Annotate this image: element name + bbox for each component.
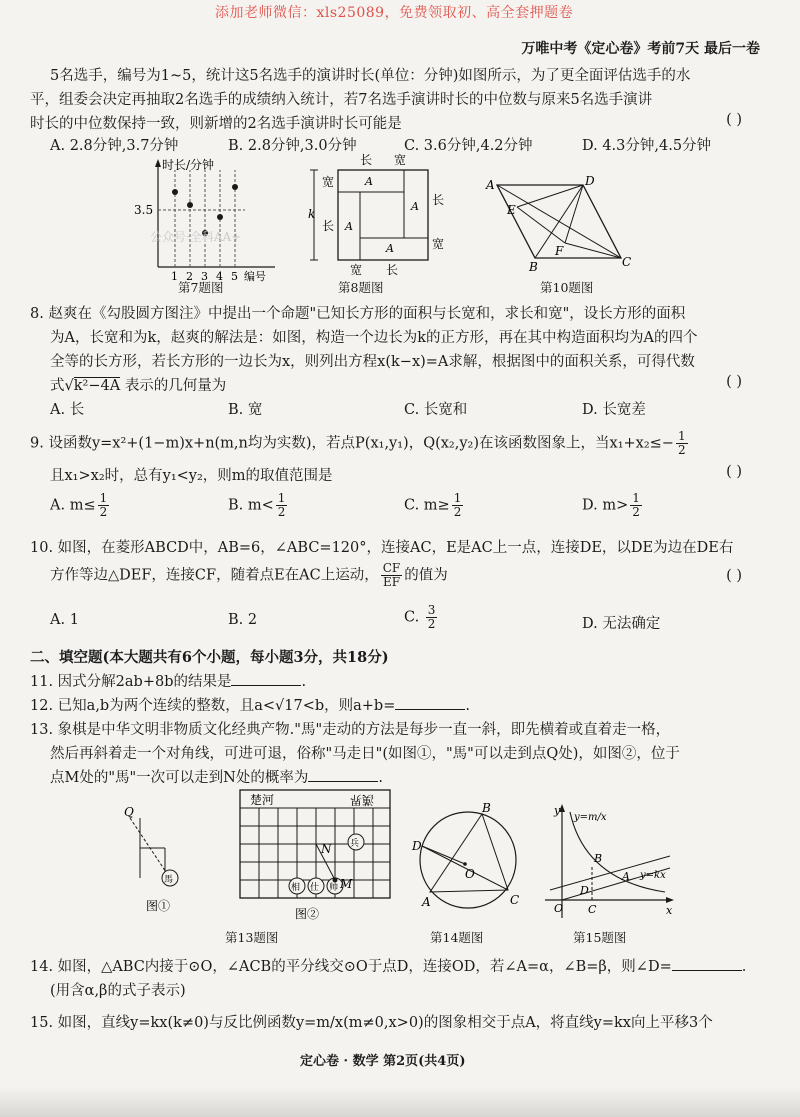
fig15-label-d: D — [580, 884, 589, 897]
q11: 11. 因式分解2ab+8b的结果是 . — [30, 674, 307, 690]
page-header: 万唯中考《定心卷》考前7天 最后一卷 — [521, 41, 760, 57]
fig8-a-top: A — [365, 175, 373, 188]
q8-option-a: A. 长 — [50, 402, 85, 418]
fig8-bottom-long: 长 — [386, 263, 399, 275]
q8-line3: 全等的长方形，若长方形的一边长为x，则列出方程x(k−x)=A求解，根据图中的面积关系，可得代数 — [50, 354, 695, 370]
q9-option-a-num: 1 — [99, 491, 108, 505]
fig14-caption: 第14题图 — [430, 930, 484, 945]
q7-option-a: A. 2.8分钟,3.7分钟 — [50, 138, 179, 154]
fig13-river-left: 楚河 — [250, 793, 275, 807]
q10-line2-post: 的值为 — [404, 567, 448, 584]
q9-option-a — [50, 492, 111, 519]
q7-option-d: D. 4.3分钟,4.5分钟 — [582, 138, 712, 154]
q8-line4-pre: 式 — [50, 378, 65, 394]
fig8-top-wide: 宽 — [394, 153, 407, 167]
fig13-river-right: 漢界 — [349, 793, 374, 807]
q13-line1: 13. 象棋是中华文明非物质文化经典产物."馬"走动的方法是每步一直一斜，即先横着或直着走一格， — [30, 722, 671, 738]
fig8-left-wide: 宽 — [322, 175, 335, 189]
section-2-heading: 二、填空题(本大题共有6个小题，每小题3分，共18分) — [30, 649, 389, 666]
q14-line2: (用含α,β的式子表示) — [50, 983, 186, 999]
q14-line1: 14. 如图，△ABC内接于⊙O，∠ACB的平分线交⊙O于点D，连接OD，若∠A=α，∠B=β，则∠D= . — [30, 959, 747, 975]
fig14-circle-diagram — [410, 800, 530, 925]
fig15-label-a: A — [622, 870, 630, 883]
fig13-caption: 第13题图 — [225, 930, 279, 945]
q10-frac-den: EF — [382, 575, 401, 589]
q13-answer-blank[interactable] — [308, 769, 378, 782]
q9-line1-text: 9. 设函数y=x²+(1−m)x+n(m,n均为实数)，若点P(x₁,y₁)，Q(x₂,y₂)在该函数图象上，当x₁+x₂≤− — [30, 435, 674, 452]
q13-line2: 然后再斜着走一个对角线，可进可退，俗称"马走日"(如图①，"馬"可以走到点Q处)，如图②，位于 — [50, 746, 680, 762]
q9-option-b-den: 2 — [277, 505, 286, 519]
q13-line3: 点M处的"馬"一次可以走到N处的概率为 . — [50, 770, 383, 786]
fig10-label-c: C — [622, 255, 632, 269]
q7-option-c: C. 3.6分钟,4.2分钟 — [404, 138, 533, 154]
q9-answer-paren: ( ) — [726, 464, 742, 480]
page-footer: 定心卷 · 数学 第2页(共4页) — [300, 1054, 466, 1069]
fig13-label-m: M — [340, 877, 353, 891]
q9-option-a-den: 2 — [99, 505, 108, 519]
q8-line4-post: 表示的几何量为 — [124, 378, 227, 394]
q11-answer-blank[interactable] — [231, 673, 301, 686]
fig8-left-long: 长 — [322, 219, 335, 233]
fig15-caption: 第15题图 — [573, 930, 627, 945]
q12-text: 12. 已知a,b为两个连续的整数，且a<√17<b，则a+b= — [30, 698, 396, 714]
fig8-right-long: 长 — [432, 193, 445, 207]
q11-text: 11. 因式分解2ab+8b的结果是 — [30, 674, 232, 690]
fig15-axis-x: x — [666, 904, 673, 917]
watermark-top: 添加老师微信：xls25089，免费领取初、高全套押题卷 — [215, 5, 574, 21]
q10-option-c-text: C. — [404, 609, 424, 626]
q7-answer-paren: ( ) — [726, 112, 742, 128]
fig10-rhombus-diagram — [483, 170, 643, 275]
q10-line2-text: 方作等边△DEF，连接CF，随着点E在AC上运动， — [50, 567, 379, 584]
q14-answer-blank[interactable] — [672, 958, 742, 971]
q10-frac-num: CF — [382, 561, 401, 575]
fig8-top-long: 长 — [360, 153, 373, 167]
q10-option-c — [404, 604, 439, 631]
q8-option-b: B. 宽 — [228, 402, 263, 418]
fig7-median-chart — [130, 155, 280, 285]
fig15-label-o: O — [554, 902, 564, 915]
fig7-xtick-4: 4 — [216, 270, 223, 283]
q10-line1: 10. 如图，在菱形ABCD中，AB=6，∠ABC=120°，连接AC，E是AC上一点，连接DE，以DE为边在DE右 — [30, 540, 734, 556]
fig10-label-b: B — [529, 260, 538, 274]
q9-option-b — [228, 492, 289, 519]
q9-frac-num: 1 — [677, 429, 686, 443]
q7-line1: 5名选手，编号为1~5，统计这5名选手的演讲时长(单位：分钟)如图所示，为了更全面评估选手的水 — [50, 68, 691, 84]
fig13-horse-1: 馬 — [164, 875, 174, 885]
q9-option-d — [582, 492, 644, 519]
fig14-label-d: D — [412, 839, 422, 853]
q9-option-b-num: 1 — [277, 491, 286, 505]
fig7-xlabel: 编号 — [244, 270, 266, 283]
q9-option-c-text: C. m≥ — [404, 497, 450, 514]
fig8-square-diagram — [298, 150, 448, 275]
q9-option-b-text: B. m< — [228, 497, 274, 514]
q10-option-c-den: 2 — [427, 617, 436, 631]
ghost-watermark: 公众号·全科AA+ — [150, 230, 242, 244]
q8-line4 — [50, 374, 226, 395]
fig15-line-label: y=kx — [640, 870, 666, 881]
fig7-xtick-5: 5 — [231, 270, 238, 283]
q9-option-a-text: A. m≤ — [50, 497, 96, 514]
q10-answer-paren: ( ) — [726, 568, 742, 584]
scan-shadow — [0, 1087, 800, 1117]
fig14-label-c: C — [510, 893, 520, 907]
q9-option-d-den: 2 — [632, 505, 640, 519]
q12-post: . — [465, 698, 470, 714]
fig7-caption: 第7题图 — [178, 280, 224, 295]
fig14-label-a: A — [422, 895, 431, 909]
q7-line3: 时长的中位数保持一致，则新增的2名选手演讲时长可能是 — [30, 116, 402, 132]
fig7-ylabel: 时长/分钟 — [162, 158, 215, 172]
q13-line3-text: 点M处的"馬"一次可以走到N处的概率为 — [50, 770, 309, 786]
fig10-label-a: A — [486, 178, 495, 192]
q9-option-d-text: D. m> — [582, 497, 629, 514]
q9-line1 — [30, 430, 690, 457]
q9-option-c-num: 1 — [453, 491, 462, 505]
q9-option-c — [404, 492, 465, 519]
q12-answer-blank[interactable] — [395, 697, 465, 710]
fig15-label-b: B — [594, 852, 603, 865]
fig14-label-b: B — [482, 801, 491, 815]
sqrt-sign: √ — [64, 378, 74, 394]
fig8-a-right: A — [411, 200, 419, 213]
fig15-axis-y: y — [554, 804, 561, 817]
fig10-caption: 第10题图 — [540, 280, 594, 295]
fig10-label-f: F — [555, 244, 564, 258]
fig13-chess-diagram — [110, 788, 410, 928]
fig8-caption: 第8题图 — [338, 280, 384, 295]
q9-option-d-num: 1 — [632, 491, 640, 505]
q10-option-d: D. 无法确定 — [582, 616, 661, 632]
fig8-a-bottom: A — [386, 242, 394, 255]
fig7-xtick-1: 1 — [171, 270, 178, 283]
q8-sqrt-radicand: k²−4A — [73, 378, 121, 394]
fig13-shi: 仕 — [310, 883, 320, 893]
fig15-function-graph — [540, 800, 680, 925]
fig10-label-d: D — [585, 174, 595, 188]
fig13-cap2: 图② — [295, 907, 320, 921]
q9-option-c-den: 2 — [453, 505, 462, 519]
fig13-shuai: 帅 — [329, 883, 339, 893]
q8-answer-paren: ( ) — [726, 374, 742, 390]
fig13-xiang: 相 — [291, 883, 301, 893]
q7-option-b: B. 2.8分钟,3.0分钟 — [228, 138, 357, 154]
fig15-label-c: C — [588, 903, 597, 916]
fig8-k: k — [308, 207, 316, 221]
fig8-bottom-wide: 宽 — [350, 263, 363, 275]
fig10-label-e: E — [507, 203, 516, 217]
fig7-xtick-3: 3 — [201, 270, 208, 283]
q8-option-d: D. 长宽差 — [582, 402, 646, 418]
q10-option-b: B. 2 — [228, 612, 258, 628]
q9-frac-den: 2 — [677, 443, 686, 457]
q10-option-a: A. 1 — [50, 612, 79, 628]
fig8-a-left: A — [345, 220, 353, 233]
fig13-label-n: N — [321, 842, 332, 856]
q9-fraction — [676, 430, 688, 457]
q10-option-c-num: 3 — [427, 603, 436, 617]
q8-line2: 为A，长宽和为k，赵爽的解法是：如图，构造一个边长为k的正方形，再在其中构造面积均为A的四个 — [50, 330, 698, 346]
fig7-xtick-2: 2 — [186, 270, 193, 283]
q8-line1: 8. 赵爽在《勾股圆方图注》中提出一个命题"已知长方形的面积与长宽和，求长和宽"，设长方形的面积 — [30, 306, 686, 322]
fig13-label-q: Q — [124, 805, 134, 819]
q12 — [30, 694, 470, 715]
q9-line2: 且x₁>x₂时，总有y₁<y₂，则m的取值范围是 — [50, 468, 333, 484]
q7-line2: 平，组委会决定再抽取2名选手的成绩纳入统计，若7名选手演讲时长的中位数与原来5名选手演讲 — [30, 92, 653, 108]
fig15-curve-label: y=m/x — [574, 812, 607, 823]
fig13-cap1: 图① — [146, 899, 171, 913]
fig8-right-wide: 宽 — [432, 237, 445, 251]
fig14-label-o: O — [465, 867, 475, 881]
q15-line1: 15. 如图，直线y=kx(k≠0)与反比例函数y=m/x(m≠0,x>0)的图象相交于点A，将直线y=kx向上平移3个 — [30, 1015, 713, 1031]
fig7-ytick: 3.5 — [134, 203, 154, 217]
fig13-bing: 兵 — [350, 839, 360, 849]
q10-line2 — [50, 562, 448, 589]
q14-line1-text: 14. 如图，△ABC内接于⊙O，∠ACB的平分线交⊙O于点D，连接OD，若∠A=α，∠B=β，则∠D= — [30, 959, 672, 975]
q8-option-c: C. 长宽和 — [404, 402, 468, 418]
